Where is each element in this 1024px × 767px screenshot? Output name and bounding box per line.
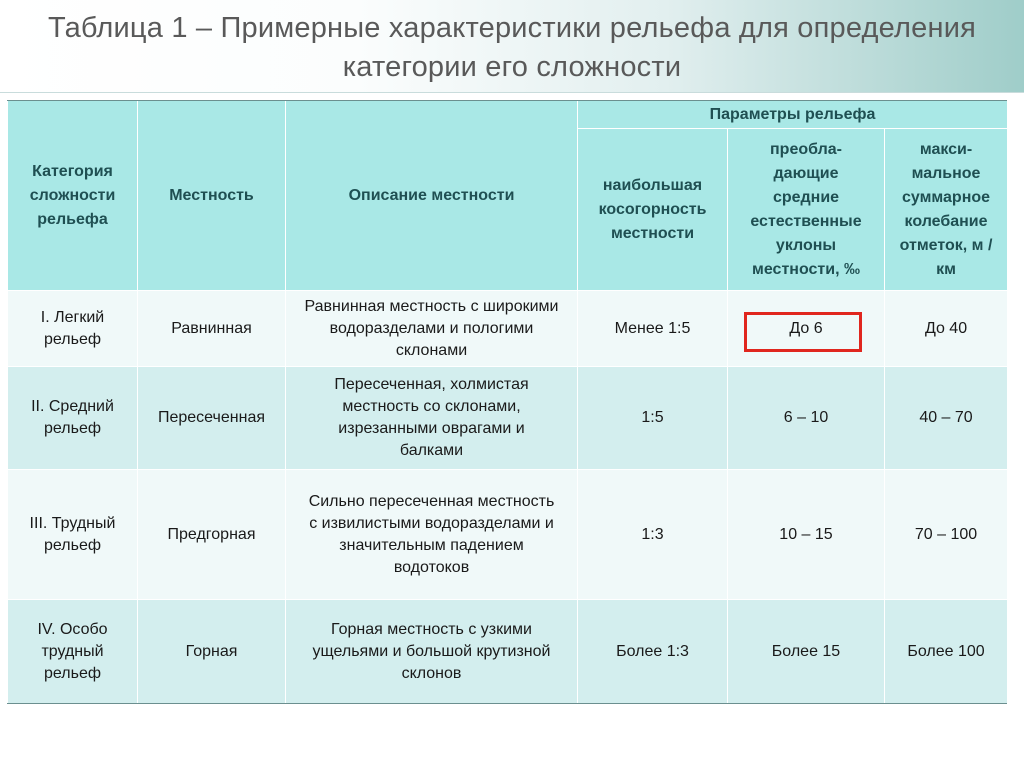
table-row — [8, 600, 1008, 705]
row-slope: Менее 1:5 — [578, 291, 728, 367]
row-slope: Более 1:3 — [578, 600, 728, 705]
header-category: Категория сложности рельефа — [8, 101, 138, 291]
row-description: Равнинная местность с широкими водоразделами и пологими склонами — [286, 291, 578, 367]
row-terrain: Горная — [138, 600, 286, 705]
row-slope: 1:3 — [578, 470, 728, 600]
table-row — [8, 470, 1008, 600]
header-elevation: макси-мальное суммарное колебание отметок, м / км — [885, 129, 1008, 291]
row-category: I. Легкий рельеф — [8, 291, 138, 367]
highlight-box — [744, 312, 862, 352]
row-elevation: До 40 — [885, 291, 1008, 367]
row-elevation: 40 – 70 — [885, 367, 1008, 470]
row-gradient: 10 – 15 — [728, 470, 885, 600]
row-elevation: 70 – 100 — [885, 470, 1008, 600]
header-description: Описание местности — [286, 101, 578, 291]
header-parameters: Параметры рельефа — [578, 101, 1008, 129]
row-terrain: Предгорная — [138, 470, 286, 600]
header-gradient: преобла-дающие средние естественные уклоны местности, ‰ — [728, 129, 885, 291]
relief-table — [7, 100, 1008, 705]
row-gradient: До 6 — [728, 291, 885, 367]
row-slope: 1:5 — [578, 367, 728, 470]
row-description: Пересеченная, холмистая местность со склонами, изрезанными оврагами и балками — [286, 367, 578, 470]
row-description: Сильно пересеченная местность с извилистыми водоразделами и значительным падением водотоков — [286, 470, 578, 600]
row-elevation: Более 100 — [885, 600, 1008, 705]
header-slope: наибольшая косогорность местности — [578, 129, 728, 291]
row-category: II. Средний рельеф — [8, 367, 138, 470]
row-description: Горная местность с узкими ущельями и большой крутизной склонов — [286, 600, 578, 705]
table-row — [8, 367, 1008, 470]
row-terrain: Равнинная — [138, 291, 286, 367]
page-title-line-2: категории его сложности — [342, 51, 682, 83]
page-title-line-1: Таблица 1 – Примерные характеристики рельефа для определения — [47, 12, 977, 44]
row-category: III. Трудный рельеф — [8, 470, 138, 600]
row-terrain: Пересеченная — [138, 367, 286, 470]
row-gradient: 6 – 10 — [728, 367, 885, 470]
row-gradient: Более 15 — [728, 600, 885, 705]
header-terrain: Местность — [138, 101, 286, 291]
row-category: IV. Особо трудный рельеф — [8, 600, 138, 705]
title-band — [0, 0, 1024, 93]
